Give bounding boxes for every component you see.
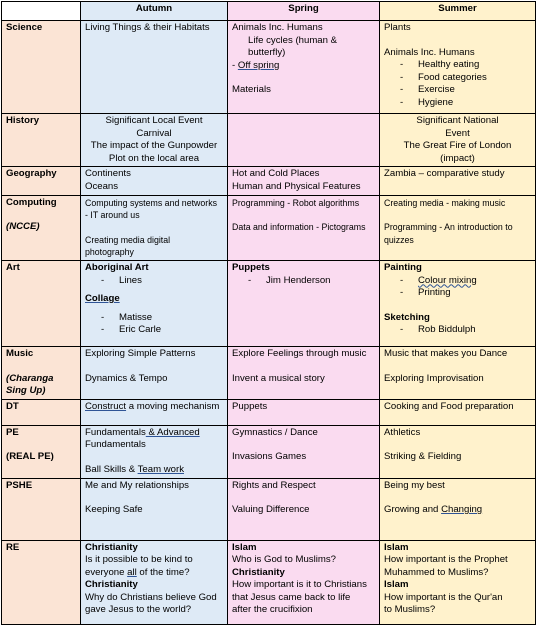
re-autumn-line: Why do Christians believe God — [85, 591, 217, 603]
re-autumn-word: everyone — [85, 566, 128, 578]
art-summer-heading: Sketching — [384, 311, 430, 323]
row-art — [2, 260, 536, 346]
science-spring-line: Animals Inc. Humans — [232, 22, 323, 33]
subject-music-label: Music — [6, 347, 34, 359]
re-summer — [380, 540, 536, 624]
computing-summer-line: quizzes — [384, 234, 414, 245]
science-summer: Plants Animals Inc. Humans - Healthy eating - Food categories - Exercise - Hygiene — [380, 21, 536, 114]
geography-autumn-line: Continents — [85, 168, 131, 180]
re-autumn-word: all — [127, 566, 137, 578]
science-spring-item: Off spring — [237, 59, 280, 71]
re-spring-line: Who is God to Muslims? — [232, 554, 336, 566]
row-geography — [2, 167, 536, 195]
computing-spring-line: Programming - Robot algorithms — [232, 197, 360, 208]
re-autumn-heading: Christianity — [85, 579, 138, 591]
header-spring: Spring — [228, 2, 380, 21]
art-summer: Painting - Colour mixing - Printing Sketching - Rob Biddulph — [380, 260, 536, 346]
dt-autumn-word: a moving mechanism — [126, 400, 220, 412]
pshe-spring-line: Valuing Difference — [232, 504, 310, 516]
history-autumn-line: Plot on the local area — [108, 152, 200, 164]
re-autumn-word: of the time? — [136, 566, 190, 578]
subject-geography: Geography — [2, 167, 81, 195]
science-summer-item: Food categories — [418, 71, 487, 83]
pshe-spring-line: Rights and Respect — [232, 479, 316, 491]
subject-computing-sub: (NCCE) — [6, 221, 40, 233]
computing-autumn-line: photography — [85, 247, 134, 258]
science-spring-line: Materials — [232, 84, 271, 96]
re-summer-heading: Islam — [384, 579, 409, 591]
history-summer-line: Significant National — [416, 115, 499, 126]
computing-summer — [380, 195, 536, 260]
pshe-summer-word: Growing and — [384, 504, 442, 516]
music-summer-line: Music that makes you Dance — [384, 347, 508, 359]
music-summer — [380, 346, 536, 399]
pshe-spring — [228, 478, 380, 540]
subject-music-sub: Sing Up) — [6, 385, 46, 397]
art-spring-item: Jim Henderson — [266, 274, 331, 286]
subject-art: Art — [2, 260, 81, 346]
subject-science: Science — [2, 21, 81, 114]
music-autumn-line: Dynamics & Tempo — [85, 372, 168, 384]
curriculum-table — [1, 1, 536, 625]
re-spring-line: How important is it to Christians — [232, 579, 367, 591]
subject-computing — [2, 195, 81, 260]
pshe-summer — [380, 478, 536, 540]
geography-autumn-line: Oceans — [85, 180, 119, 192]
science-summer-item: Exercise — [418, 84, 455, 96]
pshe-summer-word: Changing — [441, 504, 483, 516]
dt-spring: Puppets — [228, 399, 380, 425]
header-autumn: Autumn — [81, 2, 228, 21]
history-spring — [228, 114, 380, 167]
pshe-summer-line: Being my best — [384, 479, 445, 491]
row-computing — [2, 195, 536, 260]
music-summer-line: Exploring Improvisation — [384, 372, 484, 384]
art-summer-heading: Painting — [384, 261, 422, 273]
geography-spring-line: Hot and Cold Places — [232, 168, 320, 180]
row-science — [2, 21, 536, 114]
computing-autumn — [81, 195, 228, 260]
re-spring-line: after the crucifixion — [232, 604, 313, 616]
science-spring-item: Life cycles (human & — [248, 34, 338, 46]
pe-summer — [380, 425, 536, 478]
pe-spring — [228, 425, 380, 478]
music-spring — [228, 346, 380, 399]
re-autumn — [81, 540, 228, 624]
re-spring — [228, 540, 380, 624]
computing-autumn-line: Computing systems and networks — [85, 197, 218, 208]
art-autumn: Aboriginal Art - Lines Collage - Matisse - Eric Carle — [81, 260, 228, 346]
re-spring-heading: Islam — [232, 541, 257, 553]
pe-autumn-word: & Advanced — [145, 426, 200, 438]
pe-autumn — [81, 425, 228, 478]
history-autumn-line: Significant Local Event — [105, 115, 203, 126]
geography-autumn — [81, 167, 228, 195]
re-autumn-line: Is it possible to be kind to — [85, 554, 193, 566]
art-summer-item: Rob Biddulph — [418, 324, 476, 336]
music-spring-line: Explore Feelings through music — [232, 347, 367, 359]
re-summer-line: Muhammed to Muslims? — [384, 566, 489, 578]
pe-autumn-line: Fundamentals — [85, 439, 146, 451]
art-autumn-item: Lines — [119, 274, 142, 286]
science-summer-item: Hygiene — [418, 96, 454, 108]
row-pe — [2, 425, 536, 478]
pe-summer-line: Striking & Fielding — [384, 451, 462, 463]
re-summer-heading: Islam — [384, 541, 409, 553]
pe-spring-line: Gymnastics / Dance — [232, 426, 318, 438]
subject-pe-sub: (REAL PE) — [6, 451, 54, 463]
history-summer — [380, 114, 536, 167]
dt-autumn-word: Construct — [85, 400, 127, 412]
re-autumn-heading: Christianity — [85, 541, 138, 553]
re-spring-line: that Jesus came back to life — [232, 591, 351, 603]
art-autumn-item: Matisse — [119, 311, 153, 323]
subject-music-sub: (Charanga — [6, 372, 54, 384]
computing-summer-line: Creating media - making music — [384, 197, 506, 208]
pe-spring-line: Invasions Games — [232, 451, 307, 463]
art-summer-item: Colour mixing — [418, 274, 477, 286]
subject-computing-label: Computing — [6, 196, 57, 208]
row-history — [2, 114, 536, 167]
re-autumn-line: gave Jesus to the world? — [85, 604, 192, 616]
computing-spring-line: Data and information - Pictograms — [232, 222, 366, 233]
science-summer-line: Animals Inc. Humans — [384, 46, 475, 58]
pe-summer-line: Athletics — [384, 426, 421, 438]
history-summer-line: The Great Fire of London — [403, 140, 512, 152]
subject-music — [2, 346, 81, 399]
re-spring-heading: Christianity — [232, 566, 285, 578]
header-blank — [2, 2, 81, 21]
art-autumn-item: Eric Carle — [119, 324, 162, 336]
computing-autumn-line: Creating media digital — [85, 234, 171, 245]
subject-pe — [2, 425, 81, 478]
music-autumn — [81, 346, 228, 399]
row-dt — [2, 399, 536, 425]
computing-summer-line: Programming - An introduction to — [384, 222, 513, 233]
subject-pshe: PSHE — [2, 478, 81, 540]
art-spring-heading: Puppets — [232, 261, 270, 273]
subject-re: RE — [2, 540, 81, 624]
header-summer: Summer — [380, 2, 536, 21]
history-summer-line: (impact) — [440, 152, 475, 164]
history-autumn-line: The impact of the Gunpowder — [90, 140, 218, 152]
history-summer-line: Event — [445, 127, 470, 139]
re-summer-line: How important is the Prophet — [384, 554, 508, 566]
dt-autumn — [81, 399, 228, 425]
geography-spring-line: Human and Physical Features — [232, 180, 361, 192]
subject-history: History — [2, 114, 81, 167]
science-summer-item: Healthy eating — [418, 59, 480, 71]
music-autumn-line: Exploring Simple Patterns — [85, 347, 196, 359]
pe-autumn-word: Ball Skills & — [85, 463, 138, 475]
row-pshe — [2, 478, 536, 540]
music-spring-line: Invent a musical story — [232, 372, 325, 384]
pshe-autumn — [81, 478, 228, 540]
history-autumn — [81, 114, 228, 167]
art-autumn-heading: Aboriginal Art — [85, 261, 149, 273]
pe-autumn-word: Team work — [137, 463, 184, 475]
re-summer-line: to Muslims? — [384, 604, 436, 616]
computing-autumn-line: - IT around us — [85, 210, 140, 221]
pshe-autumn-line: Keeping Safe — [85, 504, 143, 516]
art-spring: Puppets - Jim Henderson — [228, 260, 380, 346]
pshe-autumn-line: Me and My relationships — [85, 479, 189, 491]
science-spring — [228, 21, 380, 114]
science-spring-item: butterfly) — [248, 47, 286, 59]
history-autumn-line: Carnival — [136, 127, 172, 139]
art-autumn-heading: Collage — [85, 293, 120, 305]
row-re — [2, 540, 536, 624]
header-row — [2, 2, 536, 21]
geography-spring — [228, 167, 380, 195]
subject-pe-label: PE — [6, 426, 19, 438]
geography-summer: Zambia – comparative study — [380, 167, 536, 195]
dt-summer: Cooking and Food preparation — [380, 399, 536, 425]
pe-autumn-word: Fundamentals — [85, 426, 146, 438]
row-music — [2, 346, 536, 399]
re-summer-line: How important is the Qur'an — [384, 591, 503, 603]
computing-spring — [228, 195, 380, 260]
dash: - — [232, 59, 236, 71]
science-autumn: Living Things & their Habitats — [81, 21, 228, 114]
subject-dt: DT — [2, 399, 81, 425]
art-summer-item: Printing — [418, 287, 451, 299]
science-summer-line: Plants — [384, 22, 411, 33]
